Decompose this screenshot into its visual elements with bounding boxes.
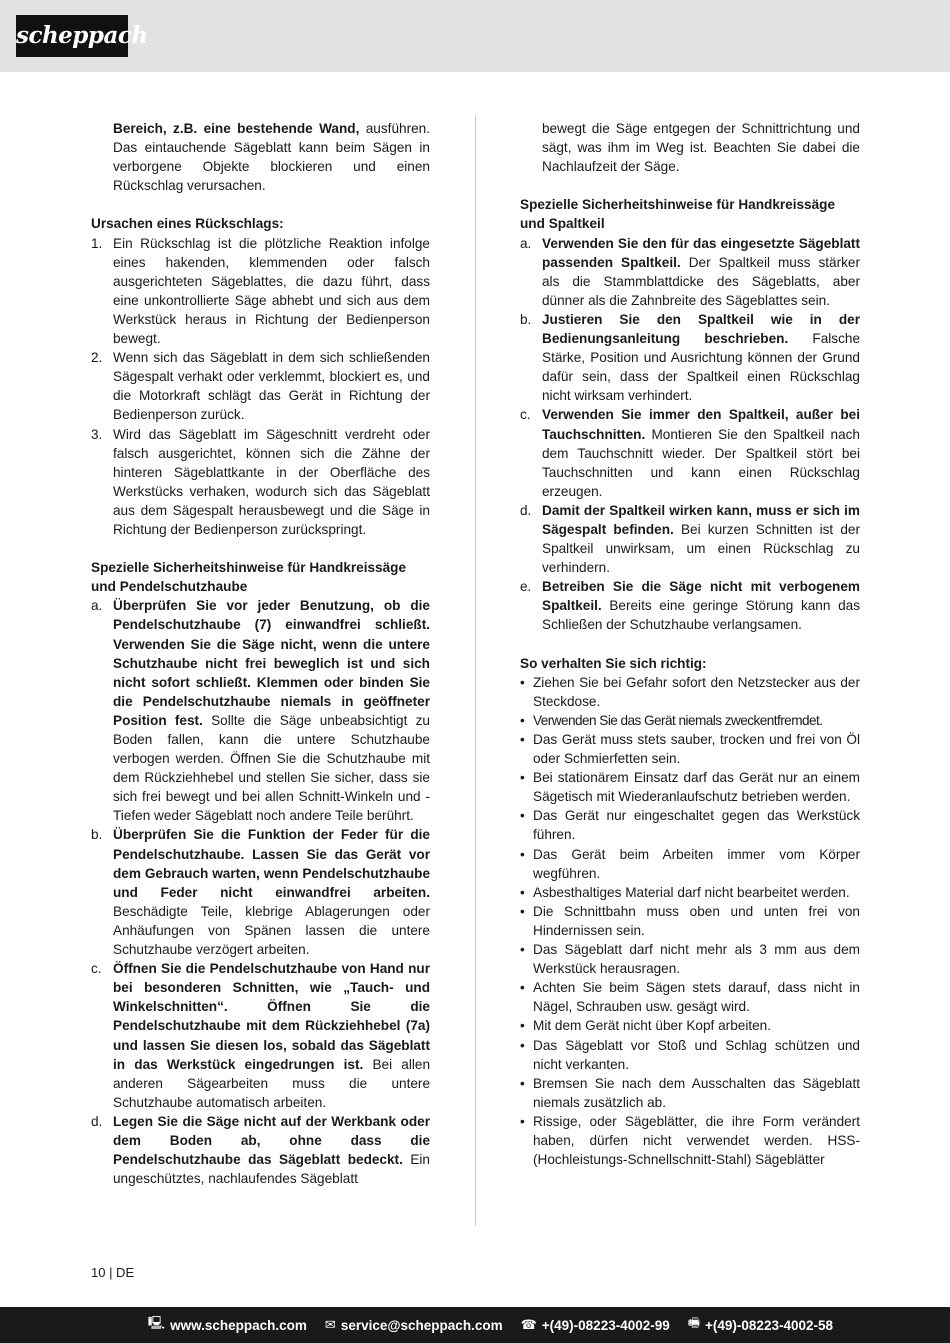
fax-number: +(49)-08223-4002-58 [705,1317,833,1333]
causes-list [91,234,430,540]
list-item: c. Öffnen Sie die Pendelschutzhaube von Hand nur bei besonderen Schnitten, wie „Tauch- und Winkelschnitten“. Öffnen Sie die Pendelschutzhaube mit dem Rückziehhebel (7a) und lassen Sie diesen los, sobald das Sägeblatt in das Werkstück eingedrungen ist. Bei allen anderen Sägearbeiten muss die untere Schutzhaube automatisch arbeiten. [91,961,430,1110]
list-item: e. Betreiben Sie die Säge nicht mit verbogenem Spaltkeil. Bereits eine geringe Störung kann das Schließen der Schutzhaube verlangsamen. [520,579,860,633]
guard-list [91,596,430,1188]
computer-icon: 🖳 [147,1315,166,1330]
continued-paragraph: bewegt die Säge entgegen der Schnittrichtung und sägt, was ihm im Weg ist. Beachten Sie dabei die Nachlaufzeit der Säge. [542,121,860,175]
list-item: 1. Ein Rückschlag ist die plötzliche Reaktion infolge eines hakenden, klemmenden oder falsch ausgerichteten Sägeblattes, die dazu führt, dass eine unkontrollierte Säge abhebt und sich aus dem Werkstück heraus in Richtung der Bedienperson bewegt. [91,235,430,347]
footer-fax [688,1314,833,1336]
scheppach-logo: scheppach [16,15,128,57]
phone-number: +(49)-08223-4002-99 [541,1317,670,1333]
list-item: a. Verwenden Sie den für das eingesetzte Sägeblatt passenden Spaltkeil. Der Spaltkeil muss stärker als die Stammblattdicke des Sägeblatts, aber dünner als die Zahnbreite des Sägeblattes sein. [520,235,860,308]
column-divider [475,116,476,1226]
list-item: • Mit dem Gerät nicht über Kopf arbeiten. [520,1018,772,1034]
list-item: • Asbesthaltiges Material darf nicht bearbeitet werden. [520,884,850,900]
list-item: • Das Gerät beim Arbeiten immer vom Körper wegführen. [520,846,860,881]
list-item: • Achten Sie beim Sägen stets darauf, dass nicht in Nägel, Schrauben usw. gesägt wird. [520,980,860,1015]
email-link[interactable]: service@scheppach.com [340,1317,503,1333]
continued-text: ausführen. Das eintauchende Sägeblatt kann beim Sägen in verborgene Objekte blockieren und einen Rückschlag verursachen. [113,121,430,194]
footer-phone [521,1317,670,1333]
wedge-list [520,234,860,635]
email-icon: ✉ [324,1317,336,1332]
list-item: c. Verwenden Sie immer den Spaltkeil, außer bei Tauchschnitten. Montieren Sie den Spaltkeil nach dem Tauchschnitt wieder. Der Spaltkeil stört bei Tauchschnitten und kann einen Rückschlag erzeugen. [520,407,860,499]
list-item: b. Justieren Sie den Spaltkeil wie in der Bedienungsanleitung beschrieben. Falsche Stärke, Position und Ausrichtung können der Grund dafür sein, dass der Spaltkeil einen Rückschlag nicht wirksam verhindert. [520,311,860,404]
list-item: • Rissige, oder Sägeblätter, die ihre Form verändert haben, dürfen nicht verwendet werden. HSS-(Hochleistungs-Schnellschnitt-Stahl) Sägeblätter [520,1113,860,1168]
behave-heading: So verhalten Sie sich richtig: [520,655,707,671]
list-item: 2. Wenn sich das Sägeblatt in dem sich schließenden Sägespalt verhakt oder verklemmt, blockiert es, und die Motorkraft schlägt das Gerät in Richtung der Bedienperson zurück. [91,350,430,423]
list-item: • Bei stationärem Einsatz darf das Gerät nur an einem Sägetisch mit Wiederanlaufschutz betrieben werden. [520,770,860,805]
continued-paragraph [91,119,430,195]
list-item: a. Überprüfen Sie vor jeder Benutzung, ob die Pendelschutzhaube (7) einwandfrei schließt. Verwenden Sie die Säge nicht, wenn die untere Schutzhaube nicht frei beweglich ist und sich nicht sofort schließt. Klemmen oder binden Sie die Pendelschutzhaube niemals in geöffneter Position fest. Sollte die Säge unbeabsichtigt zu Boden fallen, kann die untere Schutzhaube verbogen werden. Öffnen Sie die Schutzhaube mit dem Rückziehhebel und stellen Sie sicher, dass sie sich frei bewegt und bei allen Schnitt-Winkeln und -Tiefen weder Sägeblatt noch andere Teile berührt. [91,598,430,824]
list-item: 3. Wird das Sägeblatt im Sägeschnitt verdreht oder falsch ausgerichtet, können sich die Zähne der hinteren Sägeblattkante in der Oberfläche des Werkstücks verhaken, wodurch sich das Sägeblatt aus dem Sägespalt herausbewegt und die Säge in Richtung der Bedienperson zurückspringt. [91,426,430,537]
list-item: • Das Gerät nur eingeschaltet gegen das Werkstück führen. [520,808,860,843]
list-item: • Das Sägeblatt vor Stoß und Schlag schützen und nicht verkanten. [520,1037,860,1072]
list-item: d. Legen Sie die Säge nicht auf der Werkbank oder dem Boden ab, ohne dass die Pendelschutzhaube das Sägeblatt bedeckt. Ein ungeschütztes, nachlaufendes Sägeblatt [91,1113,430,1187]
list-item: d. Damit der Spaltkeil wirken kann, muss er sich im Sägespalt befinden. Bei kurzen Schnitten ist der Spaltkeil unwirksam, um einen Rückschlag zu verhindern. [520,502,860,576]
website-link[interactable]: www.scheppach.com [170,1317,307,1333]
fax-icon: 🖷 [687,1315,701,1330]
left-column [91,119,430,1188]
continued-bold: Bereich, z.B. eine bestehende Wand, [113,121,360,136]
wedge-heading: Spezielle Sicherheitshinweise für Handkreissäge und Spaltkeil [520,197,836,232]
phone-icon: ☎ [520,1317,537,1332]
right-column [520,119,860,1169]
page-number: 10 | DE [91,1265,135,1280]
page-header [0,0,950,72]
list-item: • Die Schnittbahn muss oben und unten frei von Hindernissen sein. [520,903,860,938]
list-item: • Das Gerät muss stets sauber, trocken und frei von Öl oder Schmierfetten sein. [520,732,860,767]
page-footer [0,1307,950,1343]
list-item: b. Überprüfen Sie die Funktion der Feder für die Pendelschutzhaube. Lassen Sie das Gerät vor dem Gebrauch warten, wenn Pendelschutzhaube und Feder nicht einwandfrei arbeiten. Beschädigte Teile, klebrige Ablagerungen oder Anhäufungen von Spänen lassen die untere Schutzhaube verzögert arbeiten. [91,827,430,958]
list-item: • Bremsen Sie nach dem Ausschalten das Sägeblatt niemals zusätzlich ab. [520,1075,860,1110]
list-item: • Ziehen Sie bei Gefahr sofort den Netzstecker aus der Steckdose. [520,674,860,709]
footer-web[interactable] [148,1314,307,1336]
list-item: • Das Sägeblatt darf nicht mehr als 3 mm aus dem Werkstück herausragen. [520,942,860,977]
list-item: • Verwenden Sie das Gerät niemals zweckentfremdet. [520,712,823,728]
behave-list [520,673,860,1169]
footer-email[interactable] [325,1317,503,1333]
guard-heading: Spezielle Sicherheitshinweise für Handkreissäge und Pendelschutzhaube [91,560,407,595]
causes-heading: Ursachen eines Rückschlags: [91,216,284,232]
